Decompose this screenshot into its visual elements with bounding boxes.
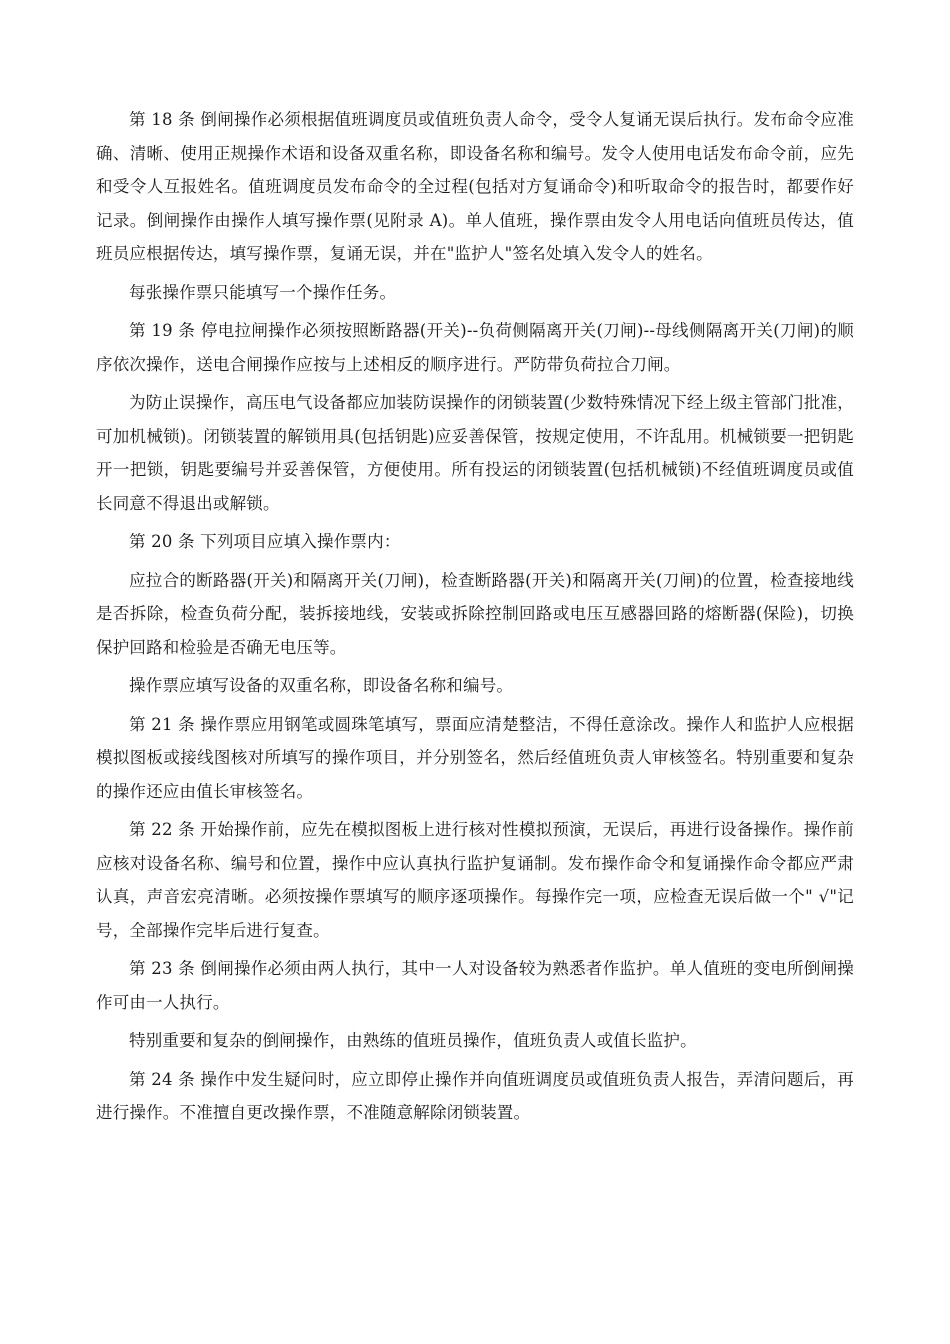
paragraph-article-18: 第 18 条 倒闸操作必须根据值班调度员或值班负责人命令，受令人复诵无误后执行。发布命令应准确、清晰、使用正规操作术语和设备双重名称，即设备名称和编号。发令人使用电话发布命令前，应先和受令人互报姓名。值班调度员发布命令的全过程(包括对方复诵命令)和听取命令的报告时，都要作好记录。倒闸操作由操作人填写操作票(见附录 A)。单人值班，操作票由发令人用电话向值班员传达，值班员应根据传达，填写操作票，复诵无误，并在"监护人"签名处填入发令人的姓名。 — [96, 110, 854, 263]
document-page — [96, 103, 854, 1135]
paragraph-dual-naming: 操作票应填写设备的双重名称，即设备名称和编号。 — [129, 676, 514, 695]
paragraph-interlock-devices: 为防止误操作，高压电气设备都应加装防误操作的闭锁装置(少数特殊情况下经上级主管部门批准，可加机械锁)。闭锁装置的解锁用具(包括钥匙)应妥善保管，按规定使用，不许乱用。机械锁要一把钥匙开一把锁，钥匙要编号并妥善保管，方便使用。所有投运的闭锁装置(包括机械锁)不经值班调度员或值长同意不得退出或解锁。 — [96, 393, 854, 513]
paragraph-one-task-per-ticket: 每张操作票只能填写一个操作任务。 — [129, 282, 397, 302]
paragraph-article-20: 第 20 条 下列项目应填入操作票内： — [129, 532, 401, 551]
paragraph-article-22: 第 22 条 开始操作前，应先在模拟图板上进行核对性模拟预演，无误后，再进行设备操作。操作前应核对设备名称、编号和位置，操作中应认真执行监护复诵制。发布操作命令和复诵操作命令都应严肃认真，声音宏亮清晰。必须按操作票填写的顺序逐项操作。每操作完一项，应检查无误后做一个" √"记号，全部操作完毕后进行复查。 — [96, 820, 854, 940]
paragraph-article-23: 第 23 条 倒闸操作必须由两人执行，其中一人对设备较为熟悉者作监护。单人值班的变电所倒闸操作可由一人执行。 — [96, 959, 854, 1012]
paragraph-important-operations: 特别重要和复杂的倒闸操作，由熟练的值班员操作，值班负责人或值长监护。 — [129, 1031, 697, 1050]
paragraph-article-21: 第 21 条 操作票应用钢笔或圆珠笔填写，票面应清楚整洁，不得任意涂改。操作人和监护人应根据模拟图板或接线图核对所填写的操作项目，并分别签名，然后经值班负责人审核签名。特别重要和复杂的操作还应由值长审核签名。 — [96, 714, 854, 801]
paragraph-article-24: 第 24 条 操作中发生疑问时，应立即停止操作并向值班调度员或值班负责人报告，弄清问题后，再进行操作。不准擅自更改操作票，不准随意解除闭锁装置。 — [96, 1069, 854, 1122]
paragraph-article-19: 第 19 条 停电拉闸操作必须按照断路器(开关)--负荷侧隔离开关(刀闸)--母线侧隔离开关(刀闸)的顺序依次操作，送电合闸操作应按与上述相反的顺序进行。严防带负荷拉合刀闸。 — [96, 321, 854, 374]
paragraph-ticket-items: 应拉合的断路器(开关)和隔离开关(刀闸)，检查断路器(开关)和隔离开关(刀闸)的位置，检查接地线是否拆除，检查负荷分配，装拆接地线，安装或拆除控制回路或电压互感器回路的熔断器(保险)，切换保护回路和检验是否确无电压等。 — [96, 570, 854, 657]
